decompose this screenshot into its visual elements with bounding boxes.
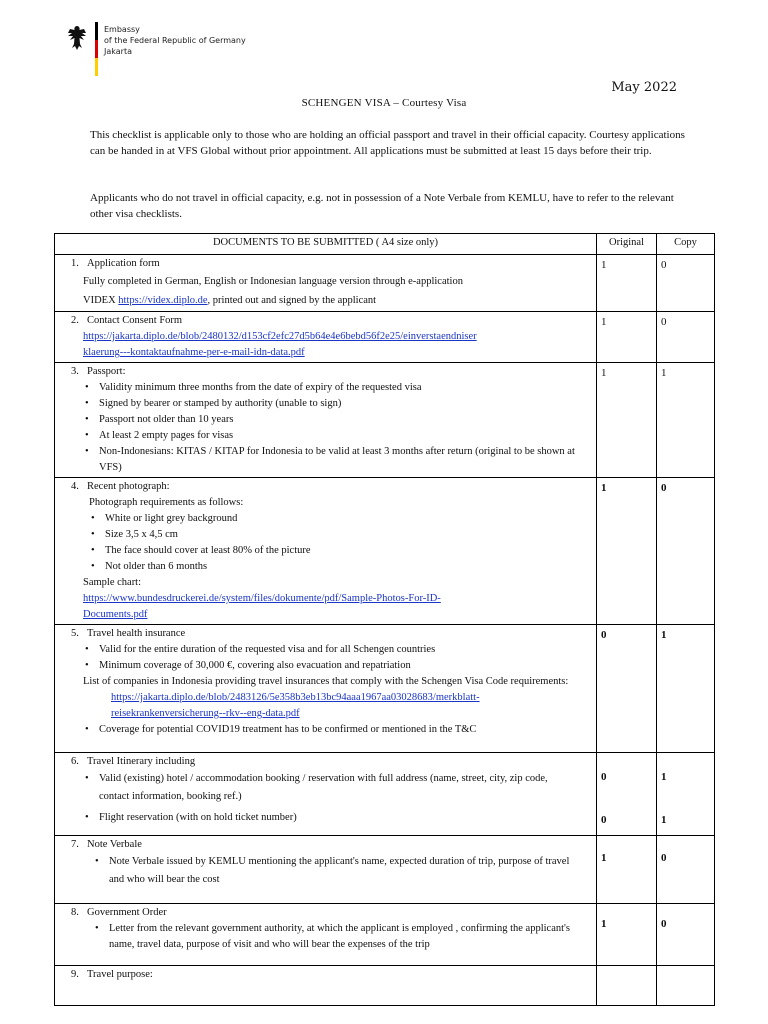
- row-title: Note Verbale: [87, 839, 142, 850]
- row-number: 4.: [71, 481, 79, 492]
- original-count: 0: [601, 814, 607, 826]
- row-title: Contact Consent Form: [87, 315, 183, 326]
- row-3-content: [55, 363, 597, 478]
- list-item: • Coverage for potential COVID19 treatment has to be confirmed or mentioned in the T&C: [99, 722, 592, 738]
- original-count: 1: [597, 312, 657, 363]
- list-item: • Valid (existing) hotel / accommodation booking / reservation with full address (name, street, city, zip code, contact information, booking ref.): [99, 770, 572, 806]
- row-8-content: [55, 904, 597, 966]
- copy-count: 1: [657, 363, 715, 478]
- row-text: Sample chart:: [83, 577, 142, 588]
- header-copy: Copy: [657, 234, 715, 255]
- federal-eagle-icon: [66, 24, 88, 52]
- itinerary-requirements-list: [59, 770, 592, 826]
- row-text: Photograph requirements as follows:: [89, 497, 244, 508]
- row-text: Fully completed in German, English or Indonesian language version through e-application: [83, 276, 463, 287]
- document-date: May 2022: [611, 80, 677, 95]
- row-title: Travel purpose:: [87, 969, 153, 980]
- original-count: 0: [597, 625, 657, 753]
- list-item: • Non-Indonesians: KITAS / KITAP for Indonesia to be valid at least 3 months after return (original to be shown at VFS): [99, 444, 592, 476]
- copy-count: [657, 966, 715, 1006]
- insurance-requirements-list: [59, 642, 592, 674]
- row-1-content: [55, 255, 597, 312]
- copy-count: 0: [657, 255, 715, 312]
- row-number: 2.: [71, 315, 79, 326]
- copy-count: 0: [657, 312, 715, 363]
- copy-count: 0: [657, 836, 715, 904]
- insurance-covid-list: [59, 722, 592, 738]
- row-5-content: [55, 625, 597, 753]
- list-item: • Signed by bearer or stamped by authority (unable to sign): [99, 396, 592, 412]
- embassy-line-3: Jakarta: [104, 47, 132, 56]
- documents-checklist-table: [54, 233, 715, 1006]
- row-title: Travel health insurance: [87, 628, 186, 639]
- copy-count: 1: [661, 771, 667, 783]
- copy-count: 0: [657, 904, 715, 966]
- intro-paragraph-1: [90, 127, 690, 159]
- table-row: [55, 836, 715, 904]
- table-row: [55, 753, 715, 836]
- row-title: Recent photograph:: [87, 481, 170, 492]
- document-title: SCHENGEN VISA – Courtesy Visa: [301, 97, 467, 109]
- intro-text-1: This checklist is applicable only to those who are holding an official passport and travel in their official capacity. Courtesy applications can be handed in at VFS Global without prior appointment. All applications must be submitted at least 15 days before their trip.: [90, 129, 685, 157]
- row-text: , printed out and signed by the applicant: [207, 295, 377, 306]
- government-order-list: [59, 921, 592, 953]
- intro-paragraph-2: [90, 190, 690, 222]
- list-item: • Size 3,5 x 4,5 cm: [105, 527, 592, 543]
- row-4-content: [55, 478, 597, 625]
- german-flag-bar: [95, 22, 98, 76]
- original-count: 1: [597, 363, 657, 478]
- embassy-name: [104, 22, 246, 76]
- table-row: [55, 904, 715, 966]
- table-row: [55, 625, 715, 753]
- copy-count: 0: [657, 478, 715, 625]
- embassy-logo: [66, 22, 246, 76]
- row-number: 6.: [71, 756, 79, 767]
- row-number: 9.: [71, 969, 79, 980]
- list-item: • White or light grey background: [105, 511, 592, 527]
- passport-requirements-list: [59, 380, 592, 476]
- intro-text-2: Applicants who do not travel in official capacity, e.g. not in possession of a Note Verbale from KEMLU, have to refer to the relevant other visa checklists.: [90, 192, 674, 220]
- embassy-line-2: of the Federal Republic of Germany: [104, 36, 246, 45]
- original-count: 1: [597, 904, 657, 966]
- list-item: • Passport not older than 10 years: [99, 412, 592, 428]
- table-row: [55, 363, 715, 478]
- table-row: [55, 966, 715, 1006]
- copy-count: 1: [657, 625, 715, 753]
- insurance-list-link-continued[interactable]: reisekrankenversicherung--rkv--eng-data.pdf: [111, 708, 300, 719]
- row-text: List of companies in Indonesia providing travel insurances that comply with the Schengen Visa Code requirements:: [83, 676, 569, 687]
- row-9-content: [55, 966, 597, 1006]
- list-item: • Letter from the relevant government authority, at which the applicant is employed , confirming the applicant's name, travel data, purpose of visit and who will bear the expenses of the trip: [109, 921, 572, 953]
- sample-photos-link[interactable]: https://www.bundesdruckerei.de/system/files/dokumente/pdf/Sample-Photos-For-ID-: [83, 593, 441, 604]
- table-row: [55, 255, 715, 312]
- flag-black: [95, 22, 98, 40]
- flag-gold: [95, 58, 98, 76]
- list-item: • The face should cover at least 80% of the picture: [105, 543, 592, 559]
- list-item: • Note Verbale issued by KEMLU mentioning the applicant's name, expected duration of trip, purpose of travel and who will bear the cost: [109, 853, 572, 889]
- row-2-content: [55, 312, 597, 363]
- original-count: 0: [601, 771, 607, 783]
- list-item: • Minimum coverage of 30,000 €, covering also evacuation and repatriation: [99, 658, 592, 674]
- table-header-row: [55, 234, 715, 255]
- videx-link[interactable]: https://videx.diplo.de: [118, 295, 208, 306]
- flag-red: [95, 40, 98, 58]
- sample-photos-link-continued[interactable]: Documents.pdf: [83, 609, 148, 620]
- header-documents: DOCUMENTS TO BE SUBMITTED ( A4 size only): [55, 234, 597, 255]
- original-count: 1: [597, 836, 657, 904]
- row-title: Application form: [87, 258, 160, 269]
- row-title: Passport:: [87, 366, 126, 377]
- list-item: • Validity minimum three months from the date of expiry of the requested visa: [99, 380, 592, 396]
- copy-count-cell: [657, 753, 715, 836]
- copy-count: 1: [661, 814, 667, 826]
- list-item: • At least 2 empty pages for visas: [99, 428, 592, 444]
- row-text: VIDEX: [83, 295, 116, 306]
- row-number: 5.: [71, 628, 79, 639]
- row-number: 1.: [71, 258, 79, 269]
- header-original: Original: [597, 234, 657, 255]
- row-number: 3.: [71, 366, 79, 377]
- table-row: [55, 478, 715, 625]
- consent-form-link-continued[interactable]: klaerung---kontaktaufnahme-per-e-mail-idn-data.pdf: [83, 347, 305, 358]
- list-item: • Flight reservation (with on hold ticket number): [99, 810, 572, 826]
- row-title: Government Order: [87, 907, 167, 918]
- photo-requirements-list: [59, 511, 592, 575]
- table-row: [55, 312, 715, 363]
- consent-form-link[interactable]: https://jakarta.diplo.de/blob/2480132/d153cf2efc27d5b64e4e6bebd56f2e25/einverstaendniser: [83, 331, 477, 342]
- embassy-line-1: Embassy: [104, 25, 140, 34]
- insurance-list-link[interactable]: https://jakarta.diplo.de/blob/2483126/5e358b3eb13bc94aaa1967aa03028683/merkblatt-: [111, 692, 480, 703]
- list-item: • Not older than 6 months: [105, 559, 592, 575]
- original-count: 1: [597, 478, 657, 625]
- row-number: 8.: [71, 907, 79, 918]
- note-verbale-list: [59, 853, 592, 889]
- row-number: 7.: [71, 839, 79, 850]
- original-count: 1: [597, 255, 657, 312]
- list-item: • Valid for the entire duration of the requested visa and for all Schengen countries: [99, 642, 592, 658]
- original-count: [597, 966, 657, 1006]
- original-count-cell: [597, 753, 657, 836]
- row-7-content: [55, 836, 597, 904]
- row-title: Travel Itinerary including: [87, 756, 196, 767]
- row-6-content: [55, 753, 597, 836]
